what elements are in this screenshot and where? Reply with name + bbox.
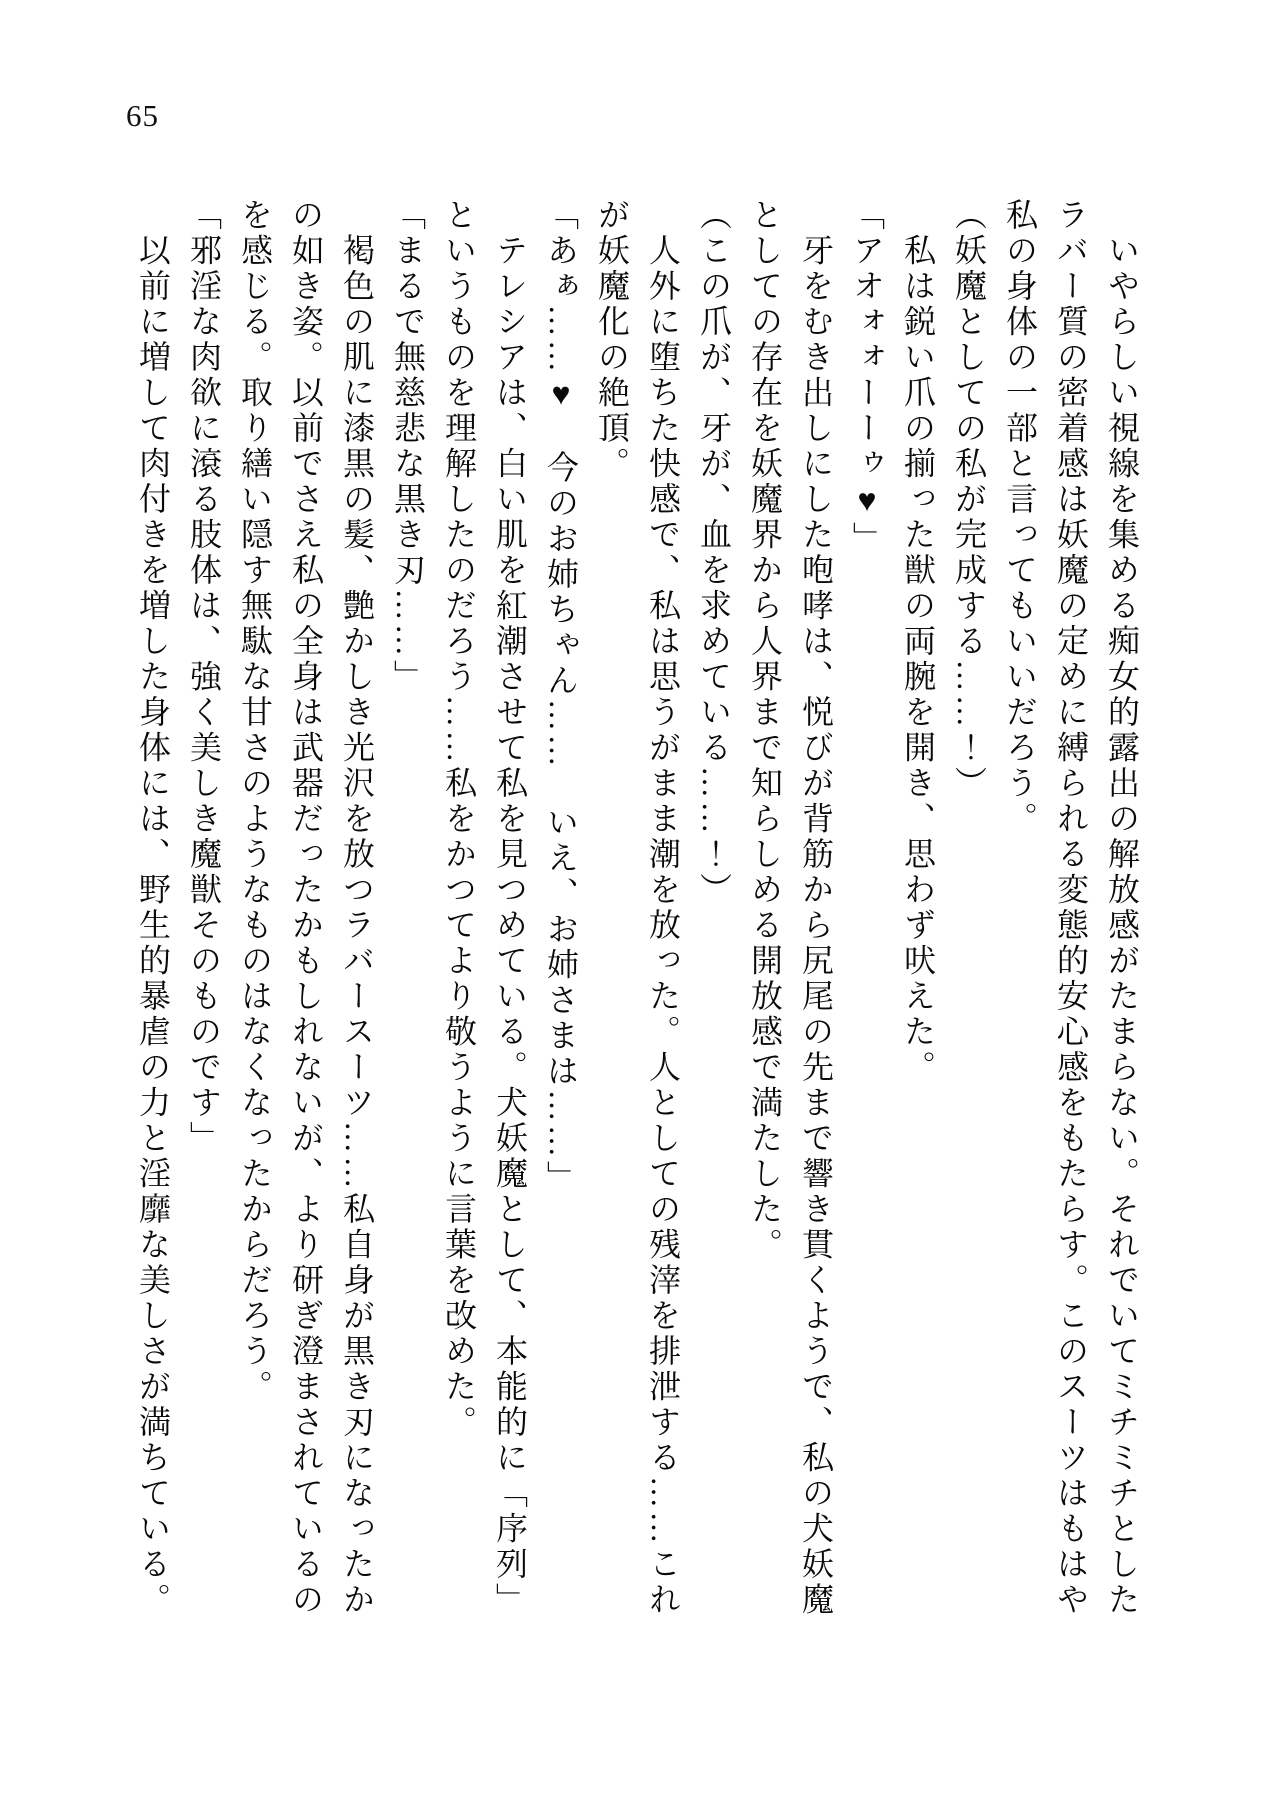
- page-number: 65: [126, 98, 159, 133]
- text-column: 以前に増して肉付きを増した身体には、野生的暴虐の力と淫靡な美しさが満ちている。: [135, 198, 171, 1618]
- text-column: 人外に堕ちた快感で、私は思うがまま潮を放った。人としての残滓を排泄する……これ: [645, 198, 681, 1618]
- text-column: というものを理解したのだろう……私をかつてより敬うように言葉を改めた。: [441, 198, 477, 1441]
- text-column: （この爪が、牙が、血を求めている……！）: [696, 198, 732, 908]
- text-column: を感じる。取り繕い隠す無駄な甘さのようなものはなくなったからだろう。: [237, 198, 273, 1405]
- text-column: 牙をむき出しにした咆哮は、悦びが背筋から尻尾の先まで響き貫くようで、私の犬妖魔: [798, 198, 834, 1618]
- text-column: ラバー質の密着感は妖魔の定めに縛られる変態的安心感をもたらす。このスーツはもはや: [1053, 198, 1089, 1618]
- text-column: としての存在を妖魔界から人界まで知らしめる開放感で満たした。: [747, 198, 783, 1263]
- text-column: 「まるで無慈悲な黒き刃……」: [390, 198, 426, 695]
- text-column: の如き姿。以前でさえ私の全身は武器だったかもしれないが、より研ぎ澄まされているの: [288, 198, 324, 1618]
- text-column: 私は鋭い爪の揃った獣の両腕を開き、思わず吠えた。: [900, 198, 936, 1086]
- text-column: 私の身体の一部と言ってもいいだろう。: [1002, 198, 1038, 837]
- page-text: [127, 198, 1147, 1628]
- text-column: テレシアは、白い肌を紅潮させて私を見つめている。犬妖魔として、本能的に「序列」: [492, 198, 528, 1618]
- text-column: 褐色の肌に漆黒の髪、艶かしき光沢を放つラバースーツ……私自身が黒き刃になったか: [339, 198, 375, 1618]
- text-column: 「アオォォーーゥ♥」: [849, 198, 885, 557]
- text-column: （妖魔としての私が完成する……！）: [951, 198, 987, 802]
- text-column: 「邪淫な肉欲に滾る肢体は、強く美しき魔獣そのものです」: [186, 198, 222, 1157]
- text-column: が妖魔化の絶頂。: [594, 198, 630, 482]
- text-column: 「あぁ……♥ 今のお姉ちゃん…… いえ、お姉さまは……」: [543, 198, 579, 1196]
- text-column: いやらしい視線を集める痴女的露出の解放感がたまらない。それでいてミチミチとした: [1104, 198, 1140, 1618]
